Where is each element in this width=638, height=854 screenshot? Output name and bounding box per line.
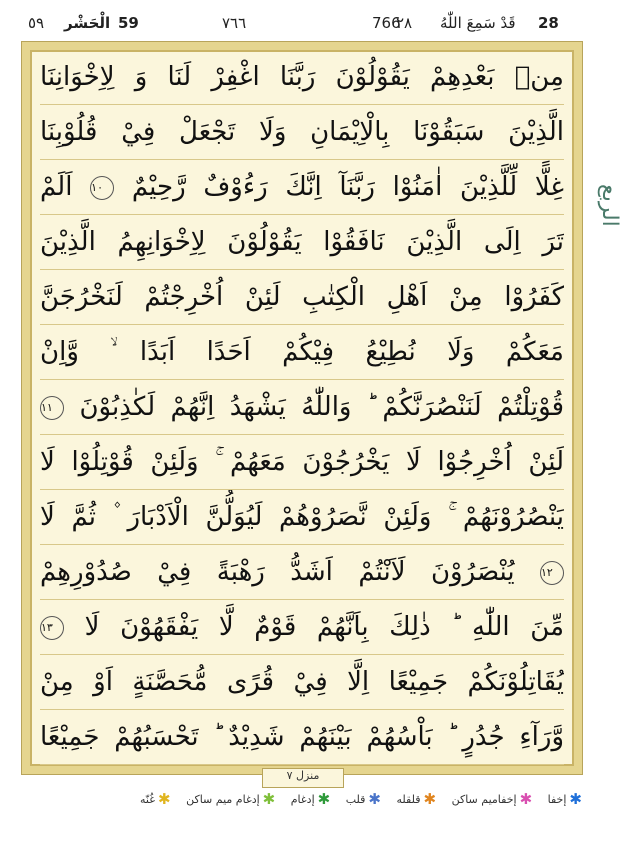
text-line-13: وَّرَآءِ جُدُرٍ ؕ بَاْسُهُمْ بَيْنَهُمْ شَدِيْدٌ ؕ تَحْسَبُهُمْ جَمِيْعًا bbox=[40, 710, 564, 765]
text-lines bbox=[40, 50, 564, 762]
ayah-marker-11: ١١ bbox=[40, 396, 64, 420]
legend-label: قلب bbox=[345, 792, 366, 806]
legend-label: إخفا bbox=[547, 792, 567, 806]
legend-item bbox=[452, 790, 533, 808]
legend-label: غُنّه bbox=[140, 792, 156, 806]
juz-number-arabic: ٢٨ bbox=[396, 14, 413, 32]
text-line-12: يُقَاتِلُوْنَكُمْ جَمِيْعًا اِلَّا فِيْ قُرًى مُّحَصَّنَةٍ اَوْ مِنْ bbox=[40, 655, 564, 710]
surah-name: الْحَشْر bbox=[64, 14, 111, 32]
star-icon: ✱ bbox=[317, 790, 331, 808]
ayah-marker-10: ١٠ bbox=[90, 176, 114, 200]
text-line-8: لَئِنْ اُخْرِجُوْا لَا يَخْرُجُوْنَ مَعَهُمْ ۚ وَلَئِنْ قُوْتِلُوْا لَا bbox=[40, 435, 564, 490]
ayah-marker-13: ١٣ bbox=[40, 616, 64, 640]
juz-number: 28 bbox=[538, 14, 559, 32]
legend-label: إدغام bbox=[290, 792, 315, 806]
line-11-text: مِّنَ اللّٰهِ ؕ ذٰلِكَ بِاَنَّهُمْ قَوْمٌ لَّا يَفْقَهُوْنَ لَا bbox=[84, 612, 564, 642]
star-icon: ✱ bbox=[262, 790, 276, 808]
legend-item bbox=[548, 790, 582, 808]
legend-label: قلقله bbox=[396, 792, 421, 806]
page-header bbox=[0, 0, 638, 44]
legend-label: إخفاميم ساكن bbox=[451, 792, 517, 806]
text-line-3 bbox=[40, 160, 564, 215]
text-line-1: مِنۢ بَعْدِهِمْ يَقُوْلُوْنَ رَبَّنَا اغْفِرْ لَنَا وَ لِاِخْوَانِنَا bbox=[40, 50, 564, 105]
text-line-11 bbox=[40, 600, 564, 655]
legend-item bbox=[346, 790, 381, 808]
text-line-2: الَّذِيْنَ سَبَقُوْنَا بِالْاِيْمَانِ وَلَا تَجْعَلْ فِيْ قُلُوْبِنَا bbox=[40, 105, 564, 160]
legend-label: إدغام ميم ساكن bbox=[186, 792, 260, 806]
star-icon: ✱ bbox=[423, 790, 437, 808]
text-line-9: يَنْصُرُوْنَهُمْ ۚ وَلَئِنْ نَّصَرُوْهُمْ لَيُوَلُّنَّ الْاَدْبَارَ ۫ ثُمَّ لَا bbox=[40, 490, 564, 545]
text-line-6: مَعَكُمْ وَلَا نُطِيْعُ فِيْكُمْ اَحَدًا اَبَدًا ۙ وَّاِنْ bbox=[40, 325, 564, 380]
legend-item bbox=[396, 790, 436, 808]
juz-name: قَدْ سَمِعَ اللّٰهُ bbox=[440, 14, 516, 32]
line-3-text: غِلًّا لِّلَّذِيْنَ اٰمَنُوْا رَبَّنَآ اِنَّكَ رَءُوْفٌ رَّحِيْمٌ bbox=[131, 172, 564, 202]
star-icon: ✱ bbox=[569, 790, 582, 808]
page-number-arabic: ٧٦٦ bbox=[222, 14, 247, 32]
star-icon: ✱ bbox=[158, 790, 171, 808]
ayah-marker-12: ١٢ bbox=[540, 561, 564, 585]
star-icon: ✱ bbox=[519, 790, 533, 808]
margin-rub-mark: الربع bbox=[597, 183, 622, 227]
text-line-10 bbox=[40, 545, 564, 600]
text-line-5: كَفَرُوْا مِنْ اَهْلِ الْكِتٰبِ لَئِنْ اُخْرِجْتُمْ لَنَخْرُجَنَّ bbox=[40, 270, 564, 325]
manzil-label: منزل ٧ bbox=[262, 768, 344, 788]
surah-number: 59 bbox=[118, 14, 139, 32]
text-line-4: تَرَ اِلَى الَّذِيْنَ نَافَقُوْا يَقُوْلُوْنَ لِاِخْوَانِهِمُ الَّذِيْنَ bbox=[40, 215, 564, 270]
surah-number-arabic: ٥٩ bbox=[28, 14, 45, 32]
line-7-text: قُوْتِلْتُمْ لَنَنْصُرَنَّكُمْ ؕ وَاللّٰهُ يَشْهَدُ اِنَّهُمْ لَكٰذِبُوْنَ bbox=[79, 392, 564, 422]
text-line-7 bbox=[40, 380, 564, 435]
star-icon: ✱ bbox=[368, 790, 381, 808]
line-10-text: يُنْصَرُوْنَ لَاَنْتُمْ اَشَدُّ رَهْبَةً فِيْ صُدُوْرِهِمْ bbox=[40, 557, 515, 587]
tajweed-legend bbox=[22, 790, 582, 812]
legend-item bbox=[186, 790, 275, 808]
legend-item bbox=[291, 790, 330, 808]
line-3-tail: اَلَمْ bbox=[40, 172, 73, 202]
legend-item bbox=[140, 790, 171, 808]
page-number: 766 bbox=[372, 14, 401, 32]
